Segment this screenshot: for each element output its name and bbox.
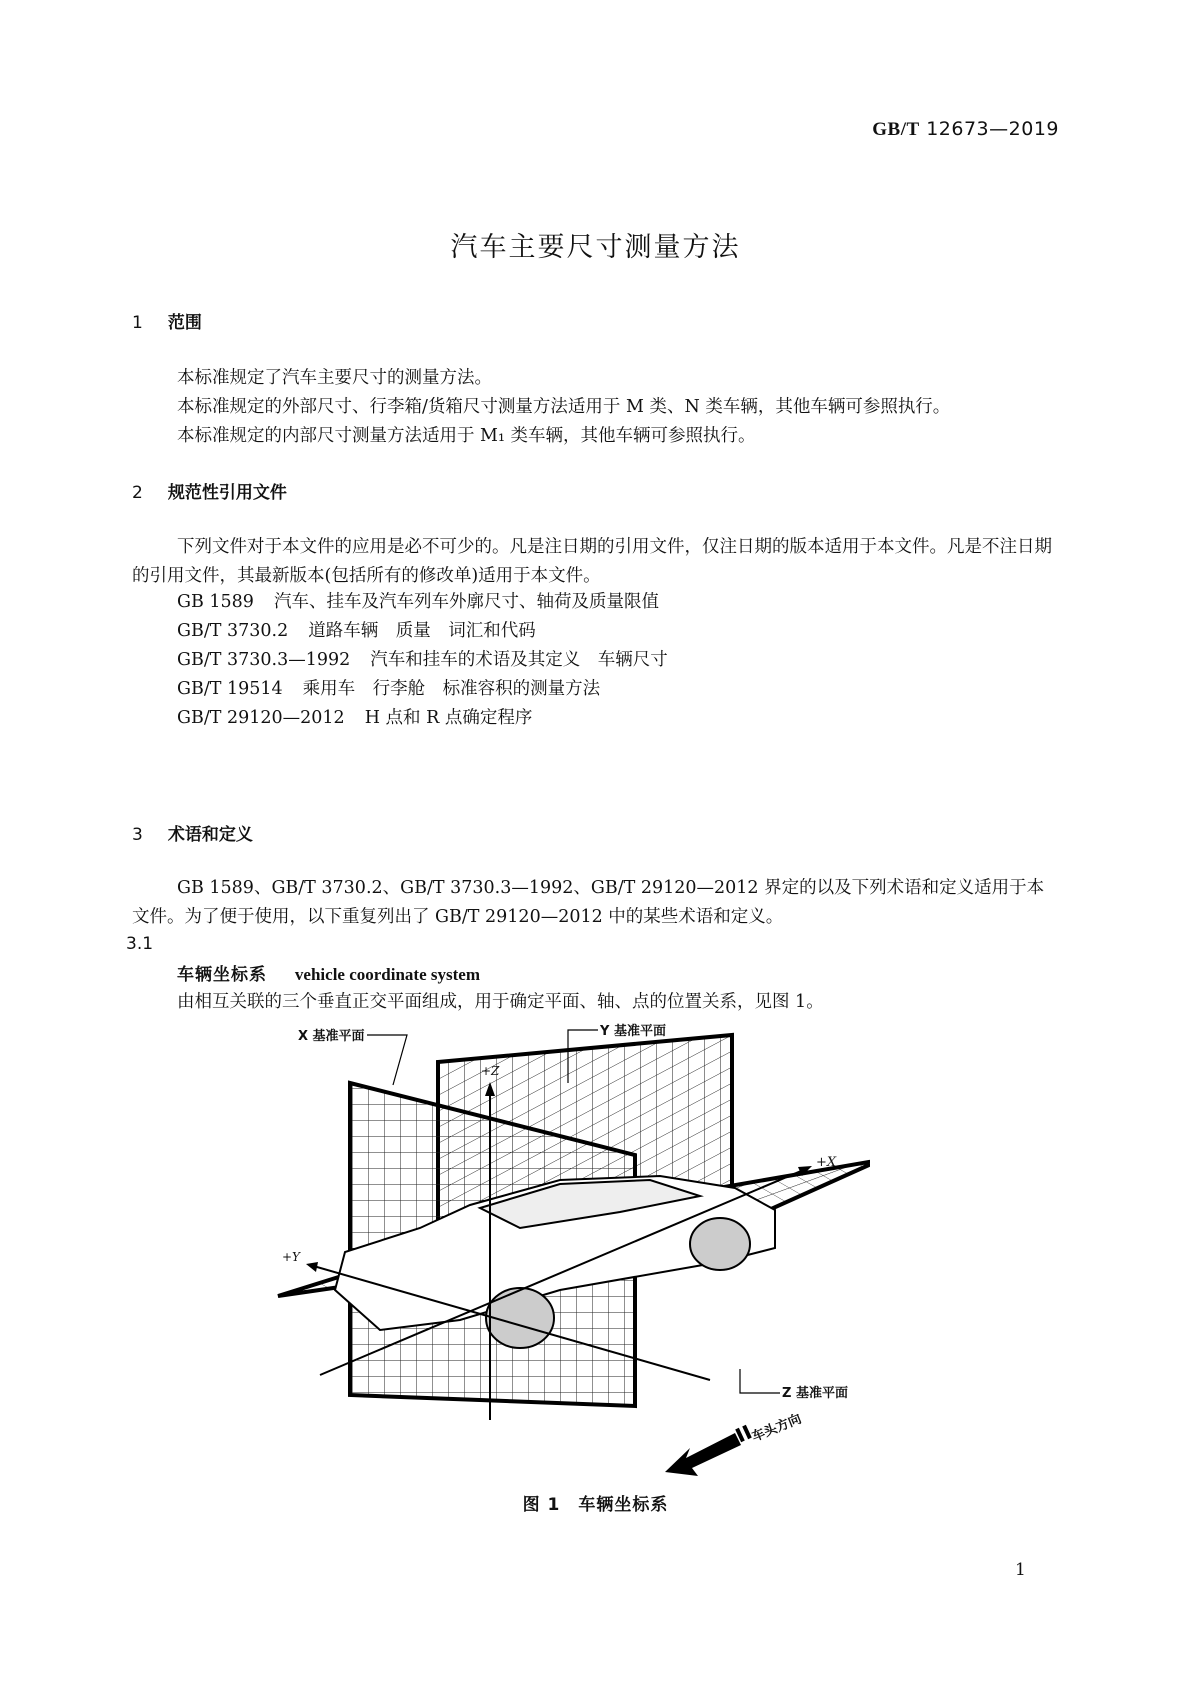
y-axis-arrow [306,1262,318,1272]
paragraph: 本标准规定的外部尺寸、行李箱/货箱尺寸测量方法适用于 M 类、N 类车辆，其他车辆可参照执行。 [177,397,951,417]
reference-code: GB/T 3730.2 [177,621,289,641]
section-3-body [132,874,1057,932]
reference-title: 汽车、挂车及汽车列车外廓尺寸、轴荷及质量限值 [273,592,659,612]
section-1-body [132,364,1057,451]
paragraph: GB 1589、GB/T 3730.2、GB/T 3730.3—1992、GB/T 29120—2012 界定的以及下列术语和定义适用于本文件。为了便于使用，以下重复列出了 GB/T 29120—2012 中的某些术语和定义。 [132,878,1045,927]
z-plane-label: Z 基准平面 [782,1386,848,1401]
page-number: 1 [1015,1560,1026,1580]
reference-code: GB/T 29120—2012 [177,708,345,728]
reference-title: H 点和 R 点确定程序 [364,708,533,728]
term-title [177,960,480,985]
reference-item [177,646,668,675]
z-plane-leader [740,1369,780,1393]
normative-references-list [177,588,668,733]
plus-z-label: +Z [481,1064,500,1078]
x-plane-label: X 基准平面 [298,1029,365,1044]
term-definition: 由相互关联的三个垂直正交平面组成，用于确定平面、轴、点的位置关系，见图 1。 [177,992,824,1012]
standard-number: 12673—2019 [926,118,1059,140]
plus-y-label: +Y [282,1250,300,1264]
reference-title: 乘用车 行李舱 标准容积的测量方法 [302,679,601,699]
paragraph: 下列文件对于本文件的应用是必不可少的。凡是注日期的引用文件，仅注日期的版本适用于本文件。凡是不注日期的引用文件，其最新版本(包括所有的修改单)适用于本文件。 [132,537,1052,586]
standard-code-header [0,118,1191,141]
reference-code: GB/T 19514 [177,679,283,699]
section-number: 1 [132,313,143,333]
figure-caption: 图 1 车辆坐标系 [522,1495,669,1515]
section-2-heading [132,478,287,503]
paragraph: 本标准规定了汽车主要尺寸的测量方法。 [177,368,492,388]
reference-item [177,588,668,617]
reference-item [177,675,668,704]
term-title-zh: 车辆坐标系 [177,965,267,985]
reference-title: 汽车和挂车的术语及其定义 车辆尺寸 [370,650,668,670]
section-number: 2 [132,483,143,503]
term-number: 3.1 [126,934,154,954]
x-plane-leader [367,1035,407,1085]
standard-prefix: GB/T [872,119,920,140]
reference-code: GB 1589 [177,592,254,612]
coordinate-system-diagram [270,1020,870,1480]
term-title-en: vehicle coordinate system [294,965,480,984]
vehicle-direction-label: 车头方向 [749,1411,804,1446]
section-1-heading [132,308,202,333]
vehicle-coordinate-figure [270,1020,870,1480]
plus-x-label: +X [816,1155,837,1170]
section-number: 3 [132,825,143,845]
section-title: 范围 [167,313,202,333]
document-title: 汽车主要尺寸测量方法 [450,232,741,263]
y-plane-label: Y 基准平面 [600,1024,666,1039]
reference-item [177,617,668,646]
reference-code: GB/T 3730.3—1992 [177,650,351,670]
section-title: 术语和定义 [167,825,253,845]
paragraph: 本标准规定的内部尺寸测量方法适用于 M₁ 类车辆，其他车辆可参照执行。 [177,426,756,446]
section-2-body [132,533,1057,591]
vehicle-direction-arrow [665,1433,741,1476]
section-title: 规范性引用文件 [167,483,287,503]
section-3-heading [132,820,253,845]
reference-item [177,704,668,733]
reference-title: 道路车辆 质量 词汇和代码 [308,621,536,641]
